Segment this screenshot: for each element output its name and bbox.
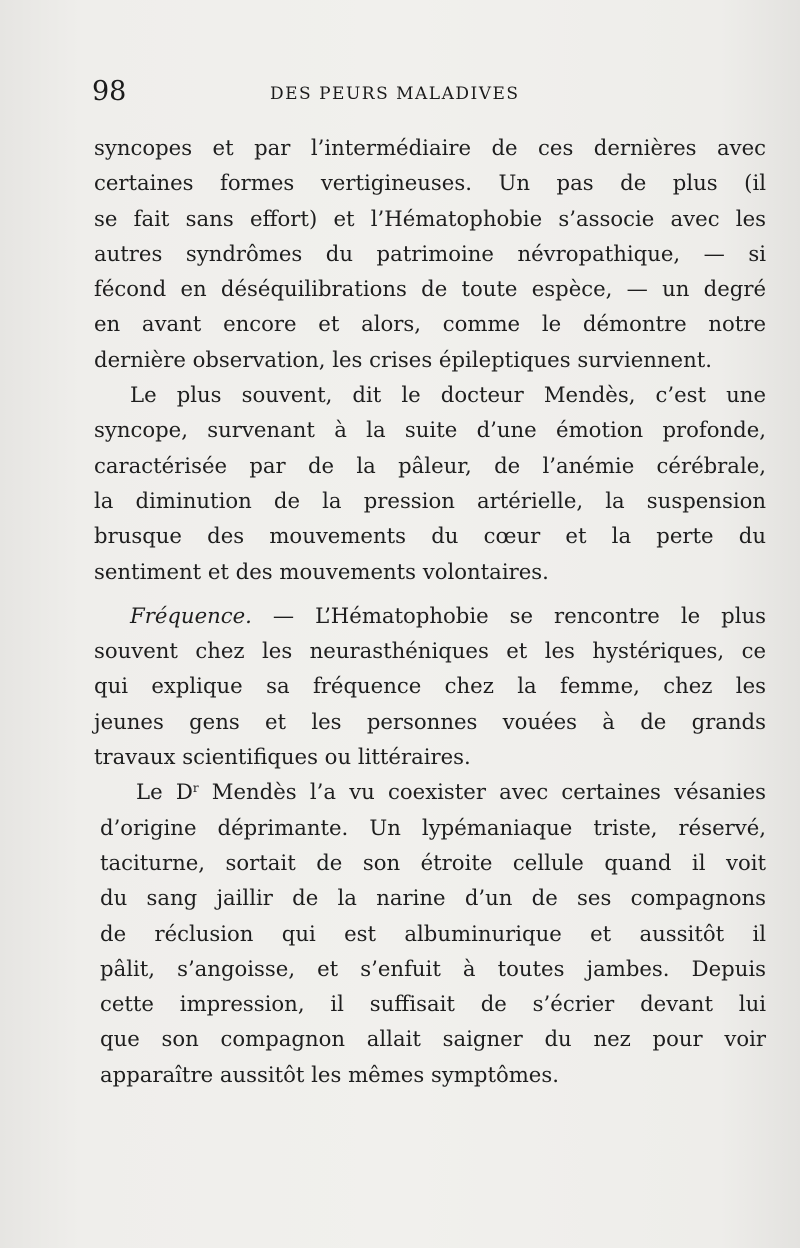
text-line: d’origine déprimante. Un lypémaniaque triste, réservé, [100, 814, 766, 840]
text-line: se fait sans effort) et l’Hématophobie s’associe avec les [94, 205, 766, 231]
text-line: jeunes gens et les personnes vouées à de grands [94, 708, 766, 734]
paragraph-gap [94, 589, 766, 598]
text-line: sentiment et des mouvements volontaires. [94, 558, 549, 584]
text-fragment: — L’Hématophobie se rencontre le plus [251, 602, 766, 628]
text-line: taciturne, sortait de son étroite cellule quand il voit [100, 849, 766, 875]
text-line: certaines formes vertigineuses. Un pas de plus (il [94, 170, 766, 196]
text-line: de réclusion qui est albuminurique et aussitôt il [100, 920, 766, 946]
text-line: Le plus souvent, dit le docteur Mendès, c’est une [130, 382, 766, 408]
text-line: qui explique sa fréquence chez la femme, chez les [94, 673, 766, 699]
text-line [94, 598, 766, 633]
text-line: pâlit, s’angoisse, et s’enfuit à toutes jambes. Depuis [100, 955, 766, 981]
running-title: DES PEURS MALADIVES [270, 84, 520, 104]
body-text [94, 130, 766, 1092]
text-line: dernière observation, les crises épileptiques surviennent. [94, 346, 712, 372]
paragraph-2 [94, 377, 766, 589]
text-line: syncopes et par l’intermédiaire de ces dernières avec [94, 135, 766, 160]
text-line: brusque des mouvements du cœur et la perte du [94, 523, 766, 549]
text-line: que son compagnon allait saigner du nez pour voir [100, 1026, 766, 1052]
page-number: 98 [92, 76, 127, 107]
text-fragment: Le D [136, 779, 193, 805]
text-line: fécond en déséquilibrations de toute espèce, — un degré [94, 276, 766, 302]
text-line: en avant encore et alors, comme le démontre notre [94, 311, 766, 337]
text-line: la diminution de la pression artérielle, la suspension [94, 487, 766, 513]
text-line: cette impression, il suffisait de s’écrier devant lui [100, 991, 766, 1017]
text-fragment: Mendès l’a vu coexister avec certaines vésanies [198, 779, 766, 805]
text-line: autres syndrômes du patrimoine névropathique, — si [94, 240, 766, 266]
italic-lead: Fréquence. [130, 602, 252, 628]
text-line: du sang jaillir de la narine d’un de ses compagnons [100, 885, 766, 911]
paragraph-3 [94, 598, 766, 774]
text-line: syncope, survenant à la suite d’une émotion profonde, [94, 417, 766, 443]
text-line: travaux scientifiques ou littéraires. [94, 744, 471, 770]
text-line: caractérisée par de la pâleur, de l’anémie cérébrale, [94, 452, 766, 478]
text-line: souvent chez les neurasthéniques et les hystériques, ce [94, 638, 766, 664]
text-line: apparaître aussitôt les mêmes symptômes. [100, 1061, 559, 1087]
superscript: r [192, 781, 199, 796]
paragraph-4 [94, 774, 766, 1092]
text-line [94, 774, 766, 809]
running-head [92, 76, 562, 116]
paragraph-1 [94, 130, 766, 377]
